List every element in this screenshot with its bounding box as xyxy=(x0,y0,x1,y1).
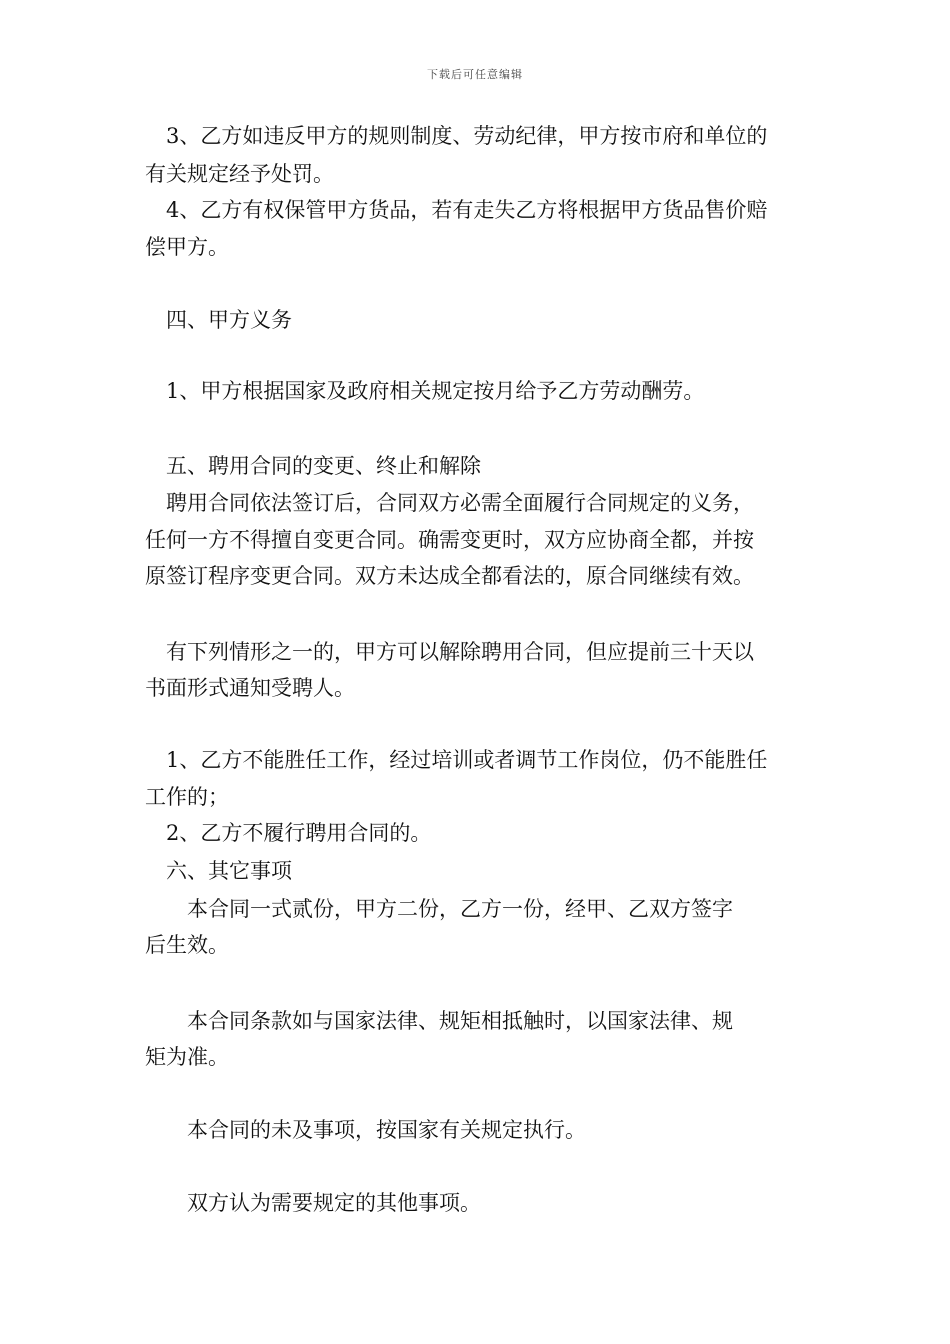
header-note: 下载后可任意编辑 xyxy=(427,68,523,81)
termination-para-line-1: 有下列情形之一的，甲方可以解除聘用合同，但应提前三十天以 xyxy=(145,640,754,664)
clause-4-line-1: 4、乙方有权保管甲方货品，若有走失乙方将根据甲方货品售价赔 xyxy=(145,198,768,222)
section-six-para-1-line-2: 后生效。 xyxy=(145,933,229,957)
section-five-para-line-2: 任何一方不得擅自变更合同。确需变更时，双方应协商全都，并按 xyxy=(145,528,754,552)
section-six-heading: 六、其它事项 xyxy=(145,859,292,883)
termination-para-line-2: 书面形式通知受聘人。 xyxy=(145,676,355,700)
section-six-para-2-line-2: 矩为准。 xyxy=(145,1045,229,1069)
clause-3-line-2: 有关规定经予处罚。 xyxy=(145,162,334,186)
termination-item-1-line-1: 1、乙方不能胜任工作，经过培训或者调节工作岗位，仍不能胜任 xyxy=(145,748,768,772)
section-five-para-line-3: 原签订程序变更合同。双方未达成全都看法的，原合同继续有效。 xyxy=(145,564,754,588)
termination-item-2: 2、乙方不履行聘用合同的。 xyxy=(145,821,432,845)
termination-item-1-line-2: 工作的； xyxy=(145,785,229,809)
section-five-heading: 五、聘用合同的变更、终止和解除 xyxy=(145,454,481,478)
section-four-item-1: 1、甲方根据国家及政府相关规定按月给予乙方劳动酬劳。 xyxy=(145,379,705,403)
clause-3-line-1: 3、乙方如违反甲方的规则制度、劳动纪律，甲方按市府和单位的 xyxy=(145,124,768,148)
section-six-para-3: 本合同的未及事项，按国家有关规定执行。 xyxy=(145,1118,586,1142)
section-six-para-1-line-1: 本合同一式贰份，甲方二份，乙方一份，经甲、乙双方签字 xyxy=(145,897,733,921)
section-six-para-4: 双方认为需要规定的其他事项。 xyxy=(145,1191,481,1215)
clause-4-line-2: 偿甲方。 xyxy=(145,235,229,259)
section-five-para-line-1: 聘用合同依法签订后，合同双方必需全面履行合同规定的义务， xyxy=(145,491,754,515)
section-four-heading: 四、甲方义务 xyxy=(145,308,292,332)
section-six-para-2-line-1: 本合同条款如与国家法律、规矩相抵触时，以国家法律、规 xyxy=(145,1009,733,1033)
